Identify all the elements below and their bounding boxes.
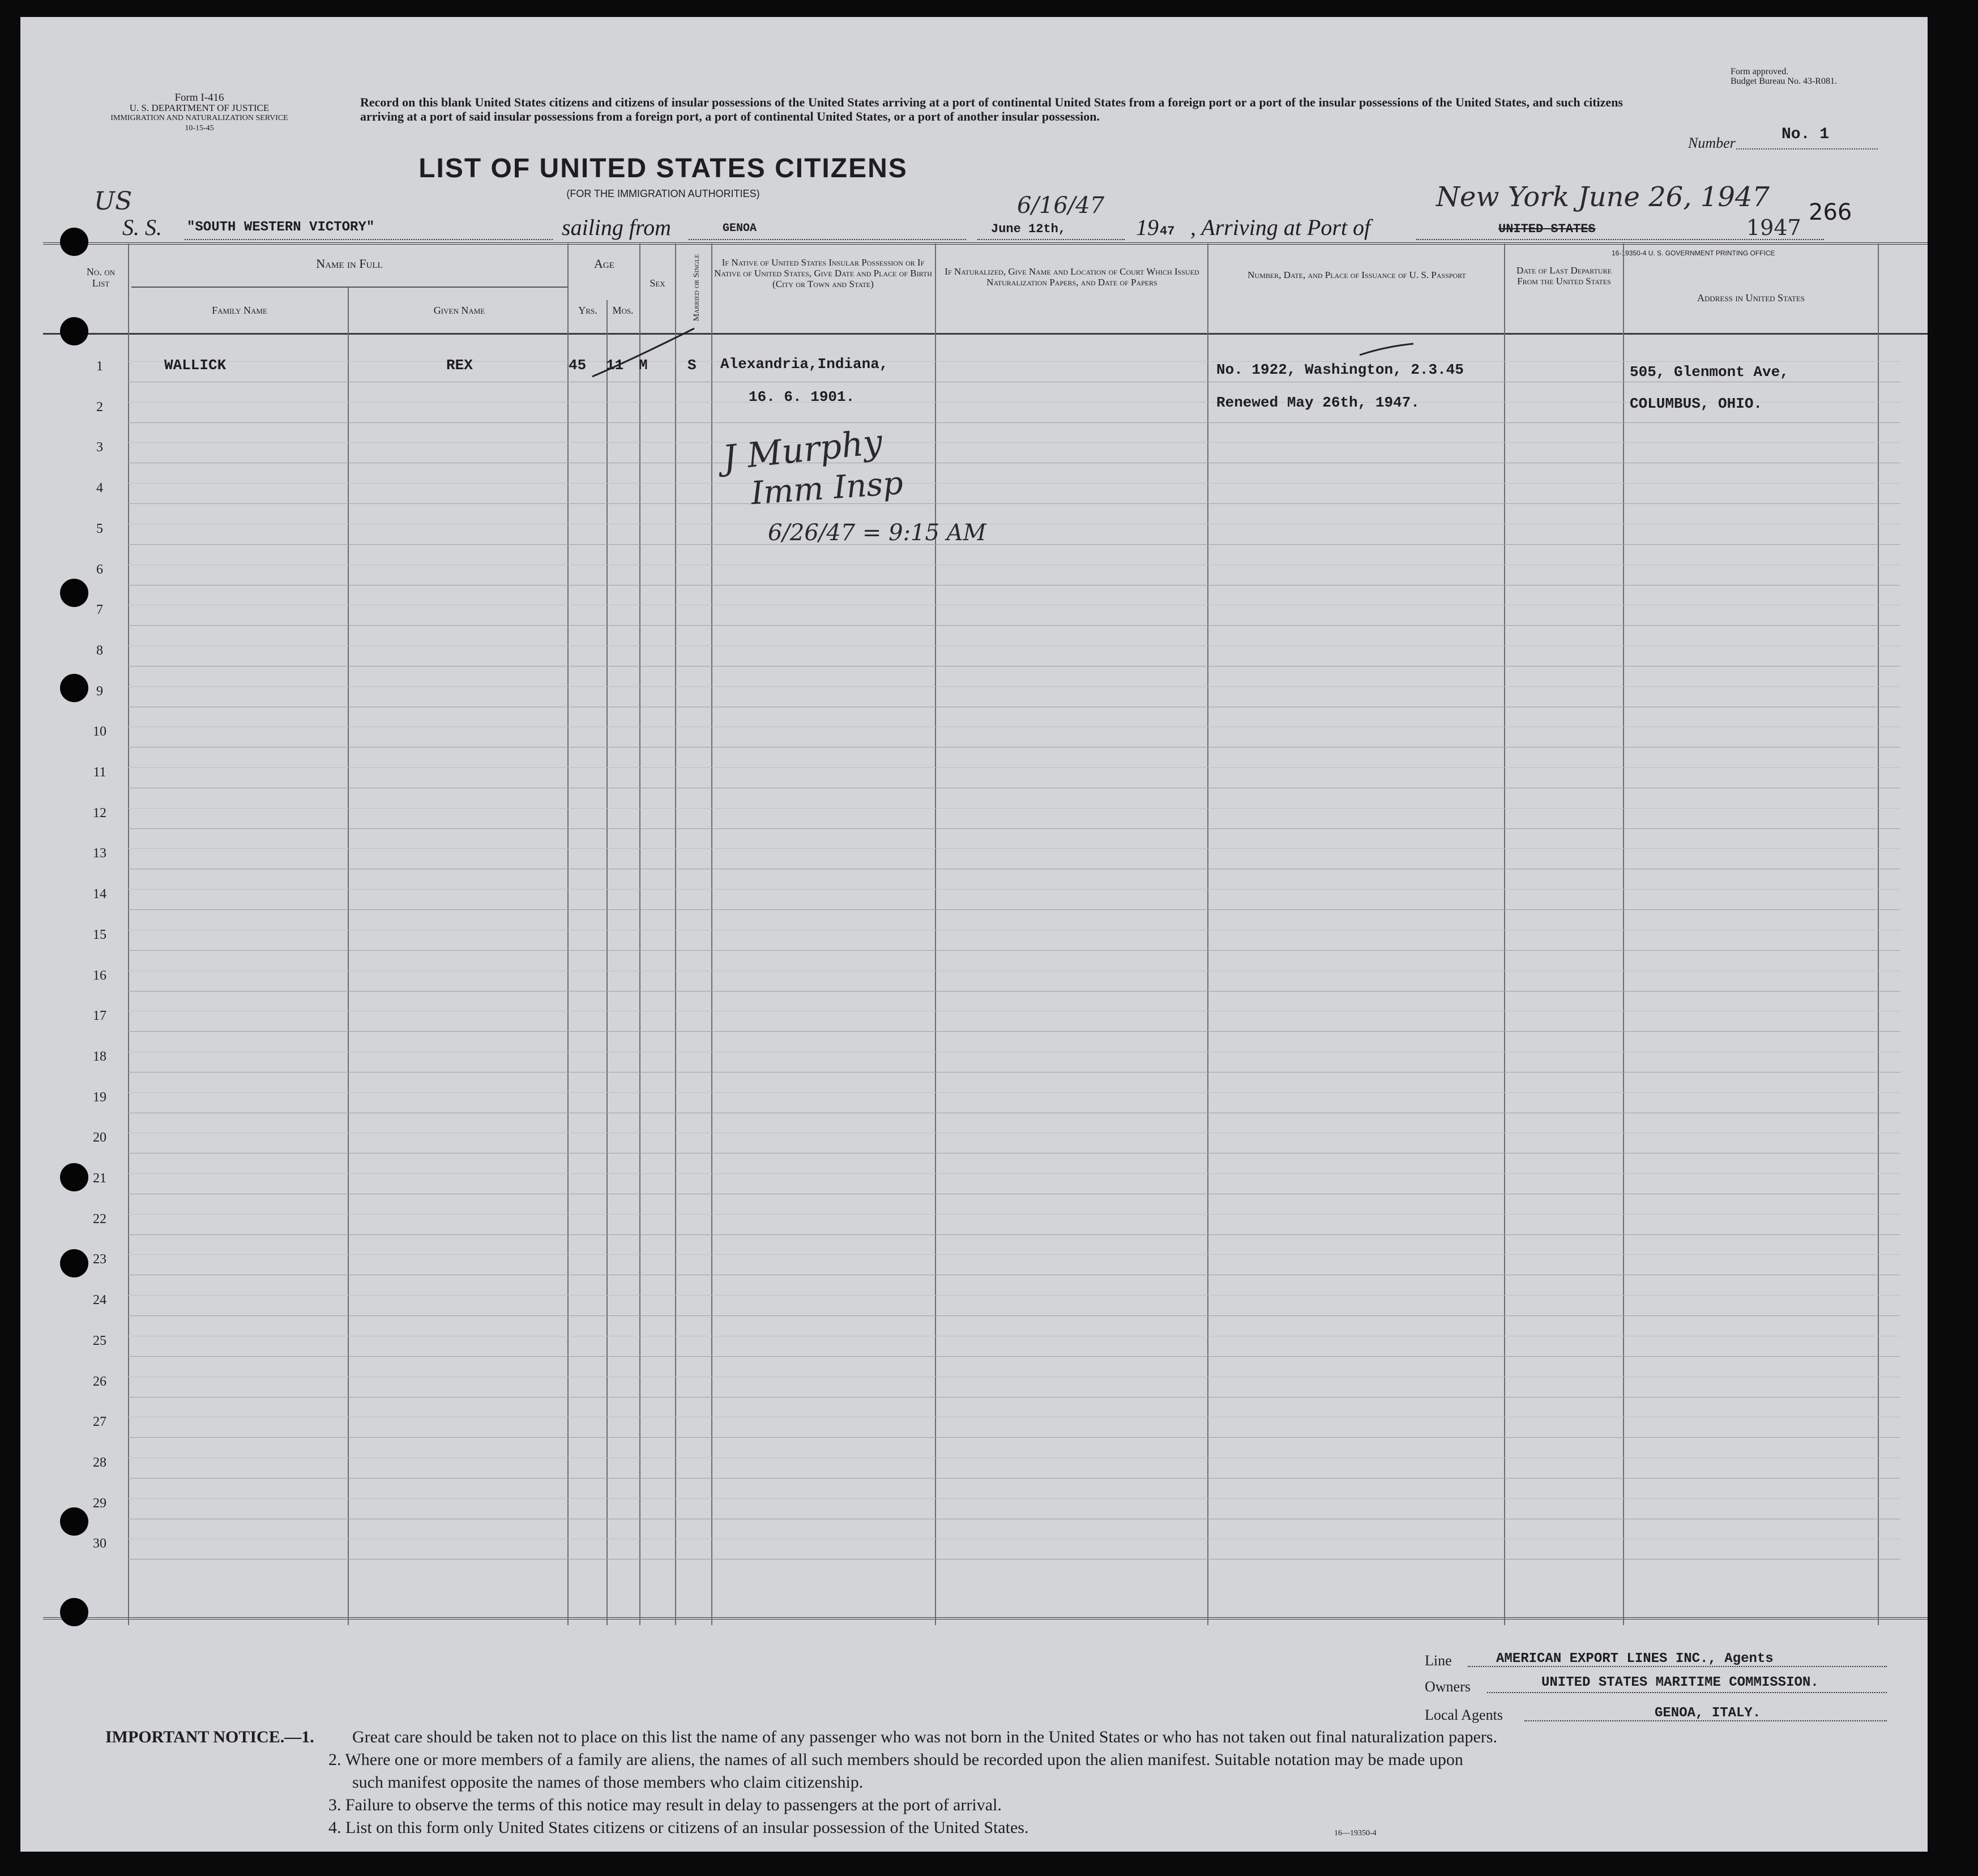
arrival-year: 1947 xyxy=(1746,215,1801,240)
row-number: 30 xyxy=(93,1536,106,1551)
print-code: 16-19350-4 U. S. GOVERNMENT PRINTING OFFICE xyxy=(1612,249,1775,257)
row-number: 21 xyxy=(93,1171,106,1186)
row-rule xyxy=(128,1437,1900,1438)
row-rule xyxy=(128,828,1900,829)
row-number: 29 xyxy=(93,1496,106,1511)
name-divider xyxy=(131,287,567,288)
row-number: 3 xyxy=(96,440,103,455)
row-number: 14 xyxy=(93,887,106,901)
punch-hole xyxy=(60,1163,88,1191)
row-rule-faint xyxy=(128,1214,1900,1215)
row-number: 26 xyxy=(93,1374,106,1389)
entry-marital: S xyxy=(687,357,697,374)
inspector-signature: J Murphy xyxy=(721,422,885,478)
entry-passport-line2: Renewed May 26th, 1947. xyxy=(1216,394,1420,411)
header-last-departure: Date of Last Departure From the United States xyxy=(1516,265,1612,287)
arrival-port: UNITED STATES xyxy=(1498,222,1596,236)
ss-label: S. S. xyxy=(122,215,162,240)
header-given-name: Given Name xyxy=(433,305,485,316)
instruction-text: Record on this blank United States citizens and citizens of insular possessions of the United States arriving at a port of continental United States from a foreign port or a port of the insular possessions of the United States, and such citizens arriving at a port of said insular possessions from a foreign port, a port of continental United States, or a port of another insular possession. xyxy=(360,95,1623,123)
header-native: If Native of United States Insular Possession or If Native of United States, Give Date and Place of Birth (City or Town and State) xyxy=(714,257,932,289)
row-rule-faint xyxy=(128,361,1900,362)
header-age: Age xyxy=(594,257,614,271)
col-divider xyxy=(639,243,640,1625)
line-label: Line xyxy=(1425,1652,1452,1669)
notice-item: 2. Where one or more members of a family are aliens, the names of all such members should be recorded upon the alien manifest. Suitable notation may be made upon xyxy=(328,1750,1463,1769)
row-rule xyxy=(128,585,1900,586)
header-yrs: Yrs. xyxy=(578,305,597,316)
header-address: Address in United States xyxy=(1697,292,1805,304)
form-identifier xyxy=(69,93,330,134)
col-divider xyxy=(606,300,608,1625)
entry-age-years: 45 xyxy=(569,357,587,374)
header-mos: Mos. xyxy=(612,305,634,316)
number-underline xyxy=(1736,148,1878,149)
punch-hole xyxy=(60,674,88,702)
ss-handwritten-mark: US xyxy=(94,187,133,216)
entry-family-name: WALLICK xyxy=(164,357,227,374)
row-rule-faint xyxy=(128,483,1900,484)
approved-line: Form approved. xyxy=(1731,67,1789,76)
arriving-label: , Arriving at Port of xyxy=(1190,215,1371,240)
sailing-date-handwritten: 6/16/47 xyxy=(1017,193,1105,219)
col-divider xyxy=(348,288,349,1625)
col-divider xyxy=(1623,243,1624,1625)
row-rule xyxy=(128,625,1900,626)
row-number: 25 xyxy=(93,1334,106,1348)
punch-hole xyxy=(60,317,88,345)
row-number: 18 xyxy=(93,1049,106,1064)
entry-sex: M xyxy=(639,357,648,374)
vessel-underline xyxy=(185,239,553,240)
punch-hole xyxy=(60,1598,88,1626)
row-rule xyxy=(128,1031,1900,1032)
row-number: 7 xyxy=(96,602,103,617)
manifest-sheet xyxy=(20,17,1928,1852)
year-suffix: 47 xyxy=(1160,224,1175,238)
age-check-mark xyxy=(587,326,700,382)
col-divider xyxy=(1878,243,1879,1625)
sailing-port: GENOA xyxy=(723,222,757,235)
form-id-line: U. S. DEPARTMENT OF JUSTICE xyxy=(129,102,270,113)
row-rule-faint xyxy=(128,767,1900,768)
row-number: 2 xyxy=(96,400,103,414)
entry-address-line2: COLUMBUS, OHIO. xyxy=(1630,395,1763,412)
sailing-port-underline xyxy=(689,239,966,240)
page-title: LIST OF UNITED STATES CITIZENS xyxy=(418,153,908,183)
row-number: 5 xyxy=(96,522,103,536)
header-family-name: Family Name xyxy=(212,305,267,316)
header-no-on-list: No. on List xyxy=(86,266,116,289)
notice-item: 4. List on this form only United States citizens or citizens of an insular possession of the United States. xyxy=(328,1818,1029,1837)
row-number: 22 xyxy=(93,1212,106,1227)
col-divider xyxy=(711,243,712,1625)
table-header-bottom xyxy=(43,333,1928,335)
local-agents-value: GENOA, ITALY. xyxy=(1655,1706,1761,1721)
col-divider xyxy=(935,243,936,1625)
form-id-line: 10-15-45 xyxy=(185,124,214,133)
page-subtitle: (FOR THE IMMIGRATION AUTHORITIES) xyxy=(566,188,760,199)
entry-birthplace: Alexandria,Indiana, xyxy=(720,356,888,373)
row-rule-faint xyxy=(128,686,1900,687)
table-bottom-border xyxy=(43,1617,1928,1619)
row-number: 1 xyxy=(96,359,103,374)
number-value: No. 1 xyxy=(1782,126,1830,143)
row-rule-faint xyxy=(128,848,1900,849)
entry-age-months: 11 xyxy=(606,357,624,374)
number-label: Number xyxy=(1688,135,1736,151)
sailing-date-underline xyxy=(977,239,1125,240)
row-rule xyxy=(128,1315,1900,1316)
arrival-handwritten: New York June 26, 1947 xyxy=(1436,181,1770,213)
row-number: 24 xyxy=(93,1293,106,1307)
row-number: 16 xyxy=(93,968,106,983)
inspector-title: Imm Insp xyxy=(750,464,904,512)
row-number: 19 xyxy=(93,1090,106,1105)
header-naturalized: If Naturalized, Give Name and Location of Court Which Issued Naturalization Papers, and Date of Papers xyxy=(945,266,1199,288)
page-number: 266 xyxy=(1809,199,1852,225)
header-married-single: Married or Single xyxy=(692,254,701,322)
table-top-border xyxy=(43,242,1928,245)
row-number: 12 xyxy=(93,806,106,821)
row-rule-faint xyxy=(128,442,1900,443)
row-number: 20 xyxy=(93,1130,106,1145)
row-number: 28 xyxy=(93,1455,106,1470)
year-prefix: 19 xyxy=(1136,215,1159,240)
row-rule xyxy=(128,422,1900,423)
col-divider xyxy=(567,243,569,1625)
entry-given-name: REX xyxy=(446,357,473,374)
row-rule xyxy=(128,1356,1900,1357)
passport-check-mark xyxy=(1357,341,1419,358)
row-rule xyxy=(128,909,1900,910)
row-number: 13 xyxy=(93,846,106,861)
row-rule xyxy=(128,991,1900,992)
owners-value: UNITED STATES MARITIME COMMISSION. xyxy=(1541,1675,1819,1690)
col-divider xyxy=(1207,243,1208,1625)
row-rule-faint xyxy=(128,808,1900,809)
punch-hole xyxy=(60,1249,88,1277)
row-rule xyxy=(128,503,1900,504)
row-rule-faint xyxy=(128,1254,1900,1255)
line-value: AMERICAN EXPORT LINES INC., Agents xyxy=(1496,1651,1774,1666)
row-number: 11 xyxy=(93,765,106,780)
form-approved xyxy=(1731,67,1900,86)
row-number: 4 xyxy=(96,481,103,495)
row-rule xyxy=(128,544,1900,545)
notice-item: Great care should be taken not to place on this list the name of any passenger who was not born in the United States or who has not taken out final naturalization papers. xyxy=(352,1728,1497,1746)
row-number: 8 xyxy=(96,643,103,658)
punch-hole xyxy=(60,1507,88,1536)
row-rule-faint xyxy=(128,1092,1900,1093)
row-number: 23 xyxy=(93,1252,106,1267)
header-passport: Number, Date, and Place of Issuance of U. S. Passport xyxy=(1248,270,1466,280)
col-divider xyxy=(1504,243,1505,1625)
row-rule xyxy=(128,1397,1900,1398)
row-number: 9 xyxy=(96,684,103,699)
notice-heading: IMPORTANT NOTICE.—1. xyxy=(105,1728,314,1746)
row-number: 10 xyxy=(93,724,106,739)
row-number: 27 xyxy=(93,1415,106,1429)
header-name-in-full: Name in Full xyxy=(316,257,383,271)
row-number: 17 xyxy=(93,1008,106,1023)
owners-label: Owners xyxy=(1425,1678,1471,1695)
row-rule-faint xyxy=(128,1498,1900,1499)
header-sex: Sex xyxy=(650,277,665,289)
entry-birthdate: 16. 6. 1901. xyxy=(749,388,855,405)
entry-passport-line1: No. 1922, Washington, 2.3.45 xyxy=(1216,361,1464,378)
local-agents-label: Local Agents xyxy=(1425,1707,1503,1723)
row-rule-faint xyxy=(128,889,1900,890)
vessel-name: "SOUTH WESTERN VICTORY" xyxy=(187,220,375,235)
notice-code: 16—19350-4 xyxy=(1334,1829,1377,1837)
row-rule xyxy=(128,1234,1900,1235)
notice-item: 3. Failure to observe the terms of this notice may result in delay to passengers at the port of arrival. xyxy=(328,1796,1002,1814)
inspection-time: 6/26/47 = 9:15 AM xyxy=(768,520,986,546)
form-id-line: IMMIGRATION AND NATURALIZATION SERVICE xyxy=(110,114,288,122)
approved-line: Budget Bureau No. 43-R081. xyxy=(1731,76,1837,86)
entry-address-line1: 505, Glenmont Ave, xyxy=(1630,364,1789,381)
punch-hole xyxy=(60,579,88,607)
col-divider xyxy=(128,243,129,1625)
row-number: 6 xyxy=(96,562,103,577)
owners-underline xyxy=(1487,1692,1887,1693)
row-number: 15 xyxy=(93,928,106,942)
row-rule-faint xyxy=(128,1295,1900,1296)
notice-item: such manifest opposite the names of those members who claim citizenship. xyxy=(352,1773,864,1792)
row-rule-faint xyxy=(128,1173,1900,1174)
sailing-date: June 12th, xyxy=(991,222,1066,236)
row-rule xyxy=(128,950,1900,951)
col-divider xyxy=(675,243,676,1625)
sailing-label: sailing from xyxy=(562,215,671,240)
form-id-line: Form I-416 xyxy=(174,92,224,104)
punch-hole xyxy=(60,228,88,256)
